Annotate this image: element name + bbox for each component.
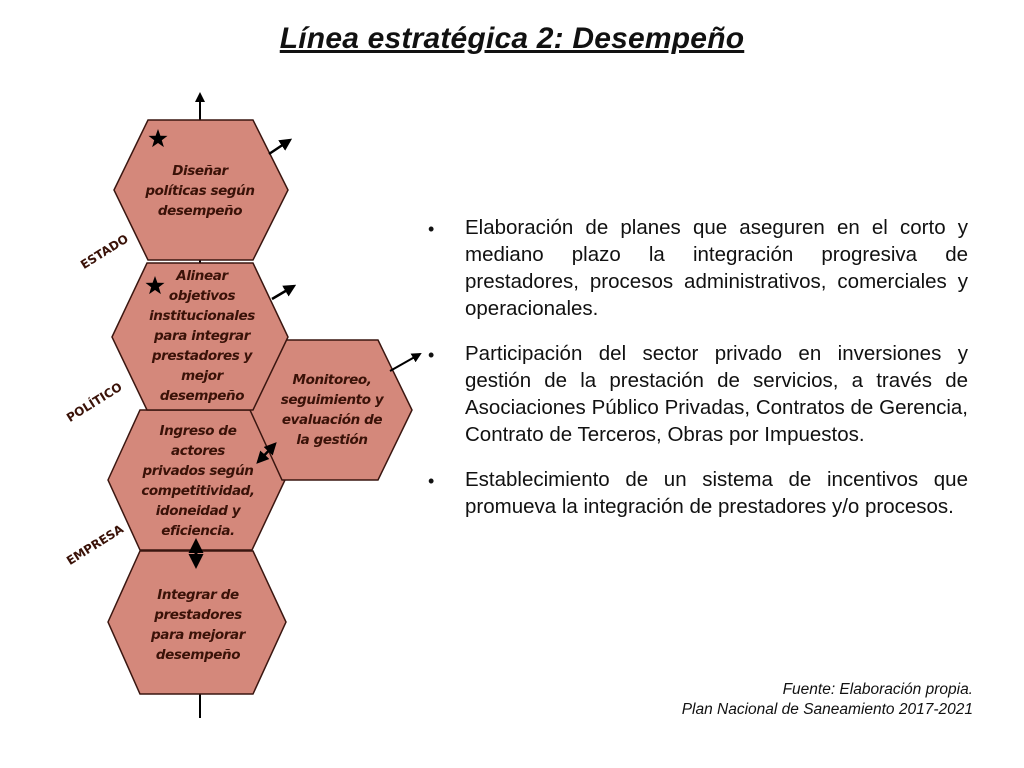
hexagon-monitoreo-text: [268, 370, 396, 450]
hex-line: eficiencia.: [161, 523, 235, 539]
bullet-marker: •: [428, 219, 435, 239]
hex-line: para integrar: [154, 328, 250, 344]
source-note: [682, 680, 973, 720]
hex-line: desempeño: [157, 203, 243, 219]
bullet-text: Elaboración de planes que aseguren en el corto y mediano plazo la integración progresiva de prestadores, procesos administrativos, comerciales y operacionales.: [465, 216, 968, 320]
hex-line: Ingreso de: [159, 423, 237, 439]
axis-label-politico: POLÍTICO: [64, 379, 125, 425]
hex-line: políticas según: [145, 183, 255, 199]
hex-line: competitividad,: [141, 483, 255, 499]
hex-line: evaluación de: [281, 412, 383, 428]
hex-line: para mejorar: [151, 627, 245, 643]
hex-line: Alinear: [176, 268, 228, 284]
source-line-2: Plan Nacional de Saneamiento 2017-2021: [681, 701, 973, 718]
bullet-text: Establecimiento de un sistema de incentivos que promueva la integración de prestadores y/o procesos.: [465, 468, 968, 518]
list-item: [428, 340, 968, 448]
arrow-up-right-icon: [272, 286, 294, 299]
hexagon-ingreso-text: [124, 421, 272, 541]
arrow-up-right-icon: [390, 354, 420, 371]
hex-line: institucionales: [149, 308, 255, 324]
bullet-text: Participación del sector privado en inversiones y gestión de la prestación de servicios, a través de Asociaciones Público Privadas, Contratos de Gerencia, Contrato de Terceros, Obras por Impuestos.: [465, 342, 968, 446]
hex-line: privados según: [142, 463, 254, 479]
page-title: Línea estratégica 2: Desempeño: [279, 22, 745, 55]
axis-label-estado: ESTADO: [78, 231, 131, 272]
hex-line: objetivos: [168, 288, 236, 304]
hex-line: la gestión: [296, 432, 368, 448]
axis-label-empresa: EMPRESA: [64, 521, 126, 568]
hex-line: actores: [171, 443, 225, 459]
bullet-list: [428, 214, 968, 538]
hexagon-integrar-text: [126, 585, 270, 665]
list-item: [428, 466, 968, 520]
hexagon-disenar-text: [130, 161, 270, 221]
hex-line: mejor: [181, 368, 223, 384]
hex-line: Integrar de: [157, 587, 239, 603]
hexagon-alinear-text: [132, 266, 272, 406]
hex-line: Diseñar: [172, 163, 228, 179]
list-item: [428, 214, 968, 322]
hex-line: idoneidad y: [155, 503, 241, 519]
hex-line: Monitoreo,: [292, 372, 372, 388]
source-line-1: Fuente: Elaboración propia.: [782, 681, 973, 698]
hex-line: seguimiento y: [280, 392, 384, 408]
arrow-up-right-icon: [269, 140, 290, 154]
hex-line: prestadores: [154, 607, 242, 623]
hex-line: desempeño: [159, 388, 245, 404]
hex-line: prestadores y: [151, 348, 253, 364]
bullet-marker: •: [428, 345, 435, 365]
hex-line: desempeño: [155, 647, 241, 663]
bullet-marker: •: [428, 471, 435, 491]
